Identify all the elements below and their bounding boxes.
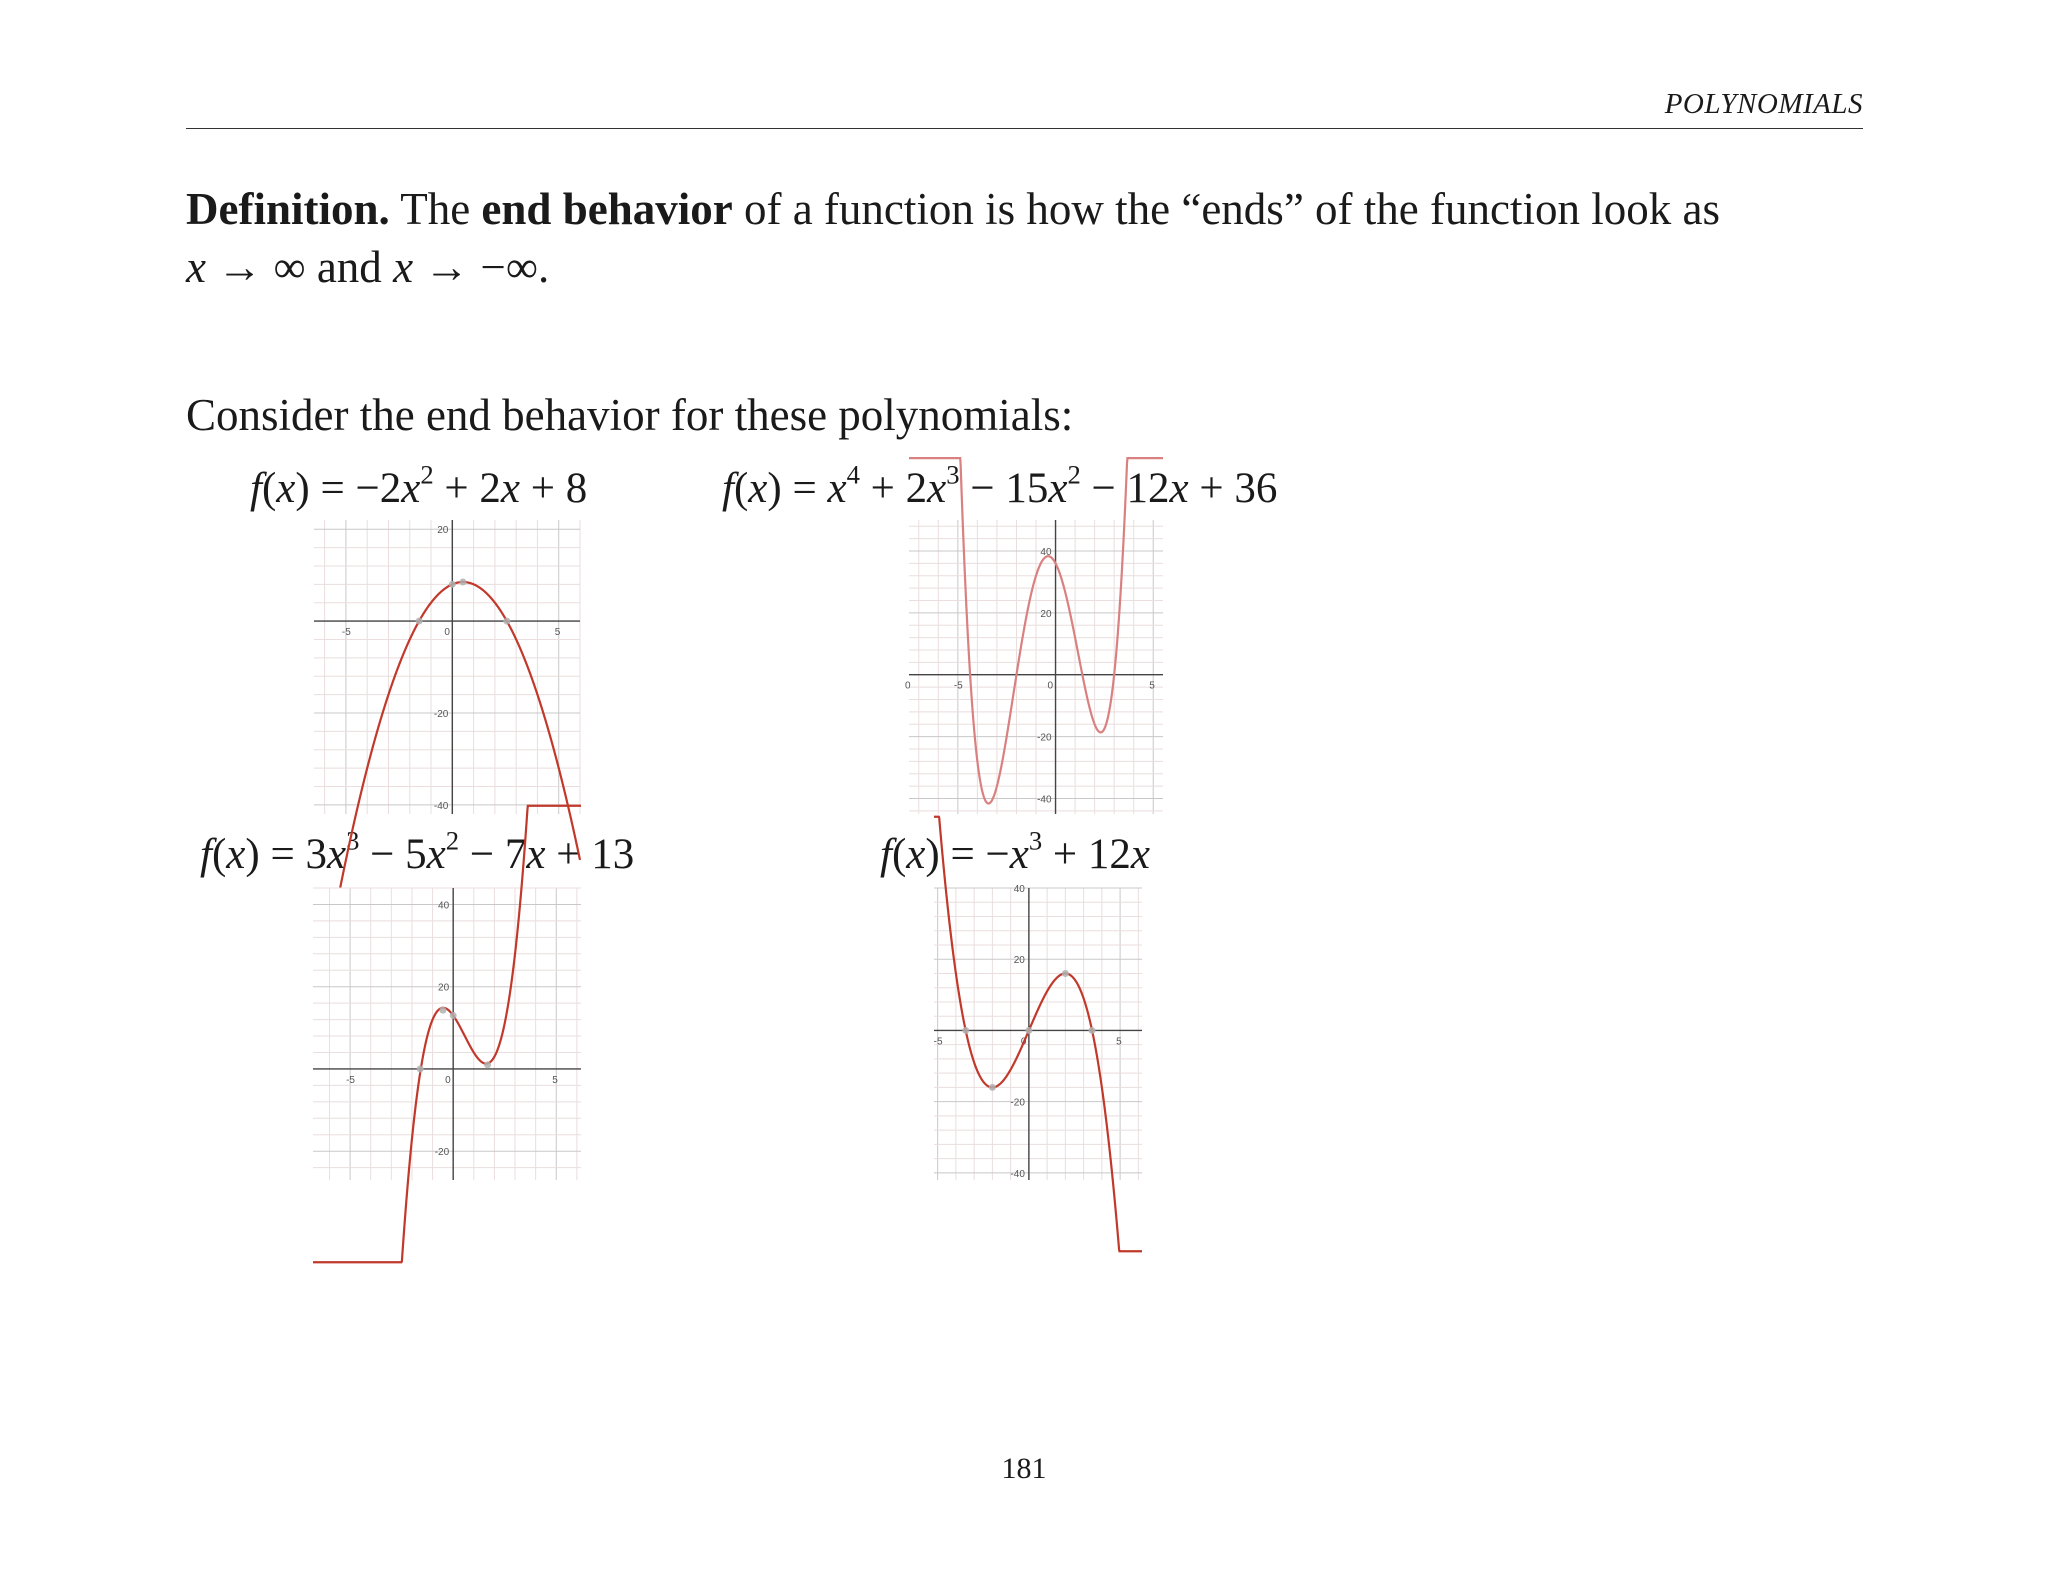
curve-point	[962, 1027, 969, 1034]
x-tick-label: -5	[341, 627, 351, 639]
curve-point	[1062, 970, 1069, 977]
page-number: 181	[1001, 1452, 1047, 1485]
arrow-infinity: → ∞	[217, 242, 306, 292]
definition-line-2	[186, 238, 549, 296]
definition-label: Definition.	[186, 184, 390, 234]
header-rule	[186, 128, 1863, 129]
y-tick-label: -40	[1037, 794, 1052, 806]
x-tick-label: 5	[1116, 1036, 1122, 1048]
curve-point	[416, 618, 423, 625]
x-tick-label: 0	[444, 627, 450, 639]
formula-3: $f(x) = 3x^3 - 5x^2 - 7x + 13$	[200, 825, 635, 878]
definition-text-1: The	[400, 184, 471, 234]
var-x: x	[393, 242, 414, 292]
x-tick-label: 0	[1020, 1036, 1027, 1048]
var-x: x	[186, 242, 206, 292]
y-tick-label: 20	[1040, 608, 1052, 620]
x-tick-label: 0	[1047, 680, 1054, 692]
running-head: POLYNOMIALS	[1664, 88, 1863, 120]
intro-text: Consider the end behavior for these polynomials:	[186, 390, 1074, 440]
curve-point	[439, 1007, 446, 1014]
formula-4: $f(x) = -x^3 + 12x$	[880, 825, 1150, 878]
and-word: and	[316, 242, 382, 292]
graph-3-svg	[313, 888, 581, 1180]
curve-point	[417, 1065, 424, 1072]
curve-point	[989, 1084, 996, 1091]
graph-4	[933, 884, 1142, 1180]
x-tick-label: -5	[346, 1074, 356, 1086]
x-tick-label: 5	[552, 1074, 558, 1086]
x-tick-label: 5	[554, 627, 561, 639]
y-tick-label: -20	[1037, 732, 1052, 744]
graph-4-svg	[933, 884, 1142, 1180]
graph-1	[314, 520, 580, 814]
y-tick-label: -20	[434, 1147, 450, 1159]
curve-point	[503, 618, 510, 625]
curve-point	[484, 1061, 491, 1068]
function-curve	[934, 817, 1142, 1251]
x-tick-label: 0	[445, 1074, 451, 1086]
formula-2: $f(x) = x^4 + 2x^3 - 15x^2 - 12x + 36$	[722, 459, 1278, 512]
y-tick-label: -20	[1010, 1097, 1025, 1109]
curve-point	[1025, 1027, 1032, 1034]
y-tick-label: 20	[1013, 955, 1025, 967]
curve-point	[449, 581, 456, 588]
definition-term: end behavior	[481, 184, 733, 234]
x-tick-label: -5	[933, 1036, 943, 1048]
x-tick-label: -5	[953, 680, 963, 692]
y-tick-label: 20	[437, 525, 449, 537]
y-tick-label: 20	[438, 982, 450, 994]
y-tick-label: 40	[438, 900, 450, 912]
curve-point	[450, 1012, 457, 1019]
y-tick-label: -20	[433, 708, 449, 720]
arrow-neg-infinity: → −∞.	[424, 242, 550, 292]
graph-1-svg	[314, 520, 580, 814]
graph-3	[313, 888, 581, 1180]
formula-1: $f(x) = -2x^2 + 2x + 8$	[250, 459, 588, 512]
curve-point	[1089, 1027, 1096, 1034]
graph-2-svg	[905, 520, 1163, 814]
definition-line-1	[186, 180, 1720, 238]
y-tick-label: -40	[433, 800, 449, 812]
curve-point	[459, 579, 466, 586]
x-tick-label: 5	[1149, 680, 1155, 692]
definition-text-2: of a function is how the “ends” of the function look as	[743, 184, 1720, 234]
y-tick-label: -40	[1010, 1168, 1025, 1180]
y-tick-label: 40	[1013, 884, 1025, 895]
y-tick-label: 40	[1040, 546, 1052, 558]
graph-2	[905, 520, 1163, 814]
x-tick-label: 0	[905, 680, 911, 692]
